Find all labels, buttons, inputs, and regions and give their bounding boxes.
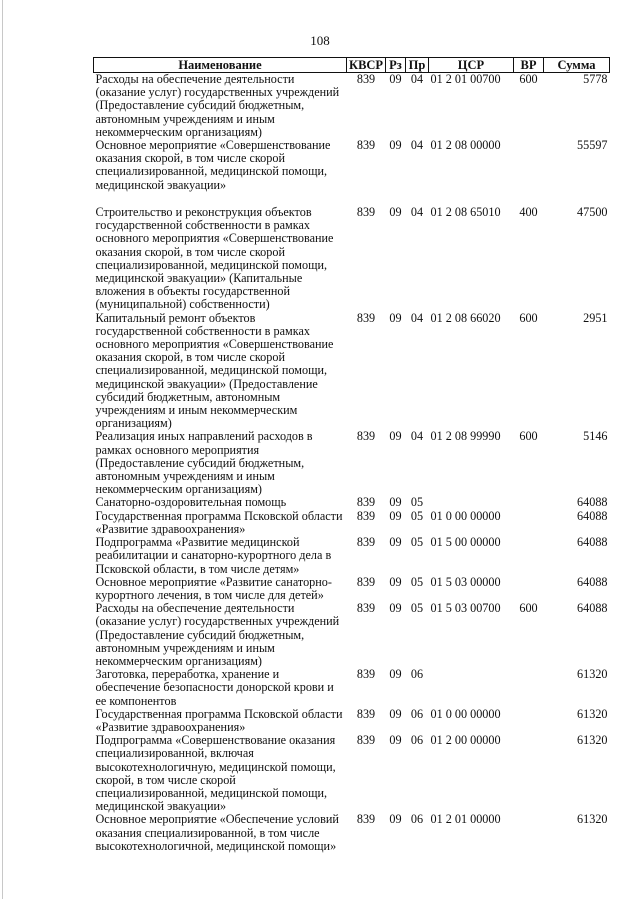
cell-name: Расходы на обеспечение деятельности (оказание услуг) государственных учреждений (Предоставление субсидий бюджетным, автономным учреждениям и иным некоммерческим организациям)	[95, 72, 340, 139]
cell-rz: 09	[389, 508, 402, 523]
cell-kvsr: 839	[356, 508, 376, 523]
cell-rz: 09	[389, 535, 402, 550]
cell-sum: 61320	[577, 667, 608, 682]
cell-kvsr: 839	[356, 812, 376, 827]
cell-name: Санаторно-оздоровительная помощь	[95, 495, 287, 510]
cell-kvsr: 839	[356, 667, 376, 682]
cell-pr: 04	[410, 310, 424, 325]
cell-csr: 01 2 00 00000	[430, 733, 501, 748]
cell-sum: 55597	[577, 138, 608, 153]
table-row	[94, 430, 610, 496]
cell-vr	[514, 536, 544, 576]
cell-sum: 64088	[577, 601, 608, 616]
table-row	[94, 602, 610, 668]
cell-rz: 09	[389, 812, 402, 827]
header-sum: Сумма	[544, 58, 610, 73]
cell-vr	[514, 510, 544, 536]
cell-pr: 04	[410, 205, 424, 220]
cell-rz: 09	[389, 138, 402, 153]
cell-name: Подпрограмма «Развитие медицинской реабилитации и санаторно-курортного дела в Псковской области, в том числе детям»	[95, 535, 332, 576]
cell-kvsr: 839	[356, 310, 376, 325]
cell-name: Строительство и реконструкция объектов государственной собственности в рамках основного мероприятия «Совершенствование оказания скорой, в том числе скорой специализированной, медицинской помощи, медицинской эвакуации» (Капитальные вложения в объекты государственной (муниципальной) собственности)	[95, 205, 334, 312]
cell-pr: 05	[410, 574, 424, 589]
cell-vr	[514, 668, 544, 708]
header-csr: ЦСР	[429, 58, 514, 73]
cell-name: Государственная программа Псковской области «Развитие здравоохранения»	[95, 706, 343, 734]
table-row	[94, 73, 610, 140]
cell-kvsr: 839	[356, 72, 376, 86]
cell-sum: 64088	[577, 574, 608, 589]
cell-pr: 05	[410, 508, 424, 523]
cell-kvsr: 839	[356, 205, 376, 220]
cell-rz: 09	[389, 495, 402, 510]
cell-sum: 2951	[583, 310, 608, 325]
cell-csr: 01 0 00 00000	[430, 508, 501, 523]
cell-sum: 47500	[577, 205, 608, 220]
cell-name: Расходы на обеспечение деятельности (оказание услуг) государственных учреждений (Предоставление субсидий бюджетным, автономным учреждениям и иным некоммерческим организациям)	[95, 601, 340, 668]
cell-vr: 600	[519, 601, 538, 616]
cell-kvsr: 839	[356, 429, 376, 444]
table-header-row	[94, 58, 610, 73]
cell-vr	[514, 496, 544, 509]
cell-name: Реализация иных направлений расходов в рамках основного мероприятия (Предоставление субсидий бюджетным, автономным учреждениям и иным некоммерческим организациям)	[95, 429, 313, 497]
header-name: Наименование	[94, 58, 347, 73]
cell-pr: 04	[410, 429, 424, 444]
cell-rz: 09	[389, 733, 402, 748]
cell-vr: 400	[519, 205, 538, 220]
cell-csr: 01 5 00 00000	[430, 535, 501, 550]
table-row	[94, 576, 610, 602]
cell-rz: 09	[389, 706, 402, 721]
table-row	[94, 668, 610, 708]
cell-pr: 04	[410, 138, 424, 153]
table-row	[94, 510, 610, 536]
page-number: 108	[310, 33, 330, 48]
cell-pr: 06	[410, 733, 424, 748]
cell-rz: 09	[389, 72, 402, 86]
cell-sum: 64088	[577, 535, 608, 550]
cell-pr: 05	[410, 601, 424, 616]
cell-vr	[514, 576, 544, 602]
cell-kvsr: 839	[356, 601, 376, 616]
table-row	[94, 312, 610, 431]
header-vr: ВР	[514, 58, 544, 73]
table-row	[94, 708, 610, 734]
cell-vr: 600	[519, 429, 538, 444]
cell-vr: 600	[519, 310, 538, 325]
cell-pr: 04	[410, 72, 424, 86]
cell-name: Основное мероприятие «Совершенствование оказания скорой, в том числе скорой специализированной, медицинской помощи, медицинской эвакуации»	[95, 138, 331, 192]
cell-csr: 01 2 08 66020	[430, 310, 501, 325]
cell-vr	[514, 139, 544, 206]
cell-name: Основное мероприятие «Развитие санаторно-курортного лечения, в том числе для детей»	[95, 574, 332, 602]
cell-csr: 01 5 03 00700	[430, 601, 501, 616]
cell-kvsr: 839	[356, 138, 376, 153]
cell-vr: 600	[519, 72, 538, 86]
table-row	[94, 536, 610, 576]
cell-pr: 06	[410, 706, 424, 721]
cell-name: Государственная программа Псковской области «Развитие здравоохранения»	[95, 508, 343, 536]
cell-name: Капитальный ремонт объектов государственной собственности в рамках основного мероприятия «Совершенствование оказания скорой, в том числе скорой специализированной, медицинской помощи, медицинской эвакуации» (Предоставление субсидий бюджетным, автономным учреждениям и иным некоммерческим организациям)	[95, 310, 334, 431]
cell-rz: 09	[389, 205, 402, 220]
cell-rz: 09	[389, 429, 402, 444]
cell-pr: 06	[410, 812, 424, 827]
table-row	[94, 139, 610, 206]
cell-csr: 01 2 08 65010	[430, 205, 501, 220]
cell-name: Подпрограмма «Совершенствование оказания специализированной, включая высокотехнологичную, медицинской помощи, скорой, в том числе скорой специализированной, медицинской помощи, медицинской эвакуации»	[95, 733, 336, 814]
cell-sum: 61320	[577, 706, 608, 721]
cell-csr: 01 2 08 99990	[430, 429, 501, 444]
cell-csr	[429, 496, 514, 509]
cell-kvsr: 839	[356, 574, 376, 589]
cell-kvsr: 839	[356, 535, 376, 550]
cell-kvsr: 839	[356, 733, 376, 748]
cell-pr: 05	[410, 495, 424, 510]
table-row	[94, 206, 610, 312]
cell-rz: 09	[389, 601, 402, 616]
cell-pr: 05	[410, 535, 424, 550]
scan-edge-line	[2, 0, 3, 899]
cell-rz: 09	[389, 667, 402, 682]
cell-sum: 61320	[577, 733, 608, 748]
table-row	[94, 496, 610, 509]
cell-sum: 5778	[583, 72, 608, 86]
cell-sum: 61320	[577, 812, 608, 827]
cell-csr: 01 2 01 00000	[430, 812, 501, 827]
cell-sum: 64088	[577, 495, 608, 510]
header-rz: Рз	[386, 58, 406, 73]
cell-rz: 09	[389, 574, 402, 589]
cell-sum: 64088	[577, 508, 608, 523]
cell-name: Заготовка, переработка, хранение и обеспечение безопасности донорской крови и ее компонентов	[95, 667, 334, 708]
table-row	[94, 813, 610, 853]
cell-rz: 09	[389, 310, 402, 325]
cell-csr: 01 2 08 00000	[430, 138, 501, 153]
cell-csr: 01 5 03 00000	[430, 574, 501, 589]
cell-kvsr: 839	[356, 495, 376, 510]
cell-csr: 01 2 01 00700	[430, 72, 501, 86]
budget-table	[93, 57, 610, 853]
cell-csr	[429, 668, 514, 708]
header-kvsr: КВСР	[347, 58, 386, 73]
table-row	[94, 734, 610, 813]
cell-csr: 01 0 00 00000	[430, 706, 501, 721]
cell-name: Основное мероприятие «Обеспечение условий оказания специализированной, в том числе высокотехнологичной, медицинской помощи»	[95, 812, 339, 853]
cell-vr	[514, 813, 544, 853]
cell-kvsr: 839	[356, 706, 376, 721]
cell-pr: 06	[410, 667, 424, 682]
header-pr: Пр	[406, 58, 429, 73]
cell-sum: 5146	[583, 429, 608, 444]
cell-vr	[514, 734, 544, 813]
cell-vr	[514, 708, 544, 734]
